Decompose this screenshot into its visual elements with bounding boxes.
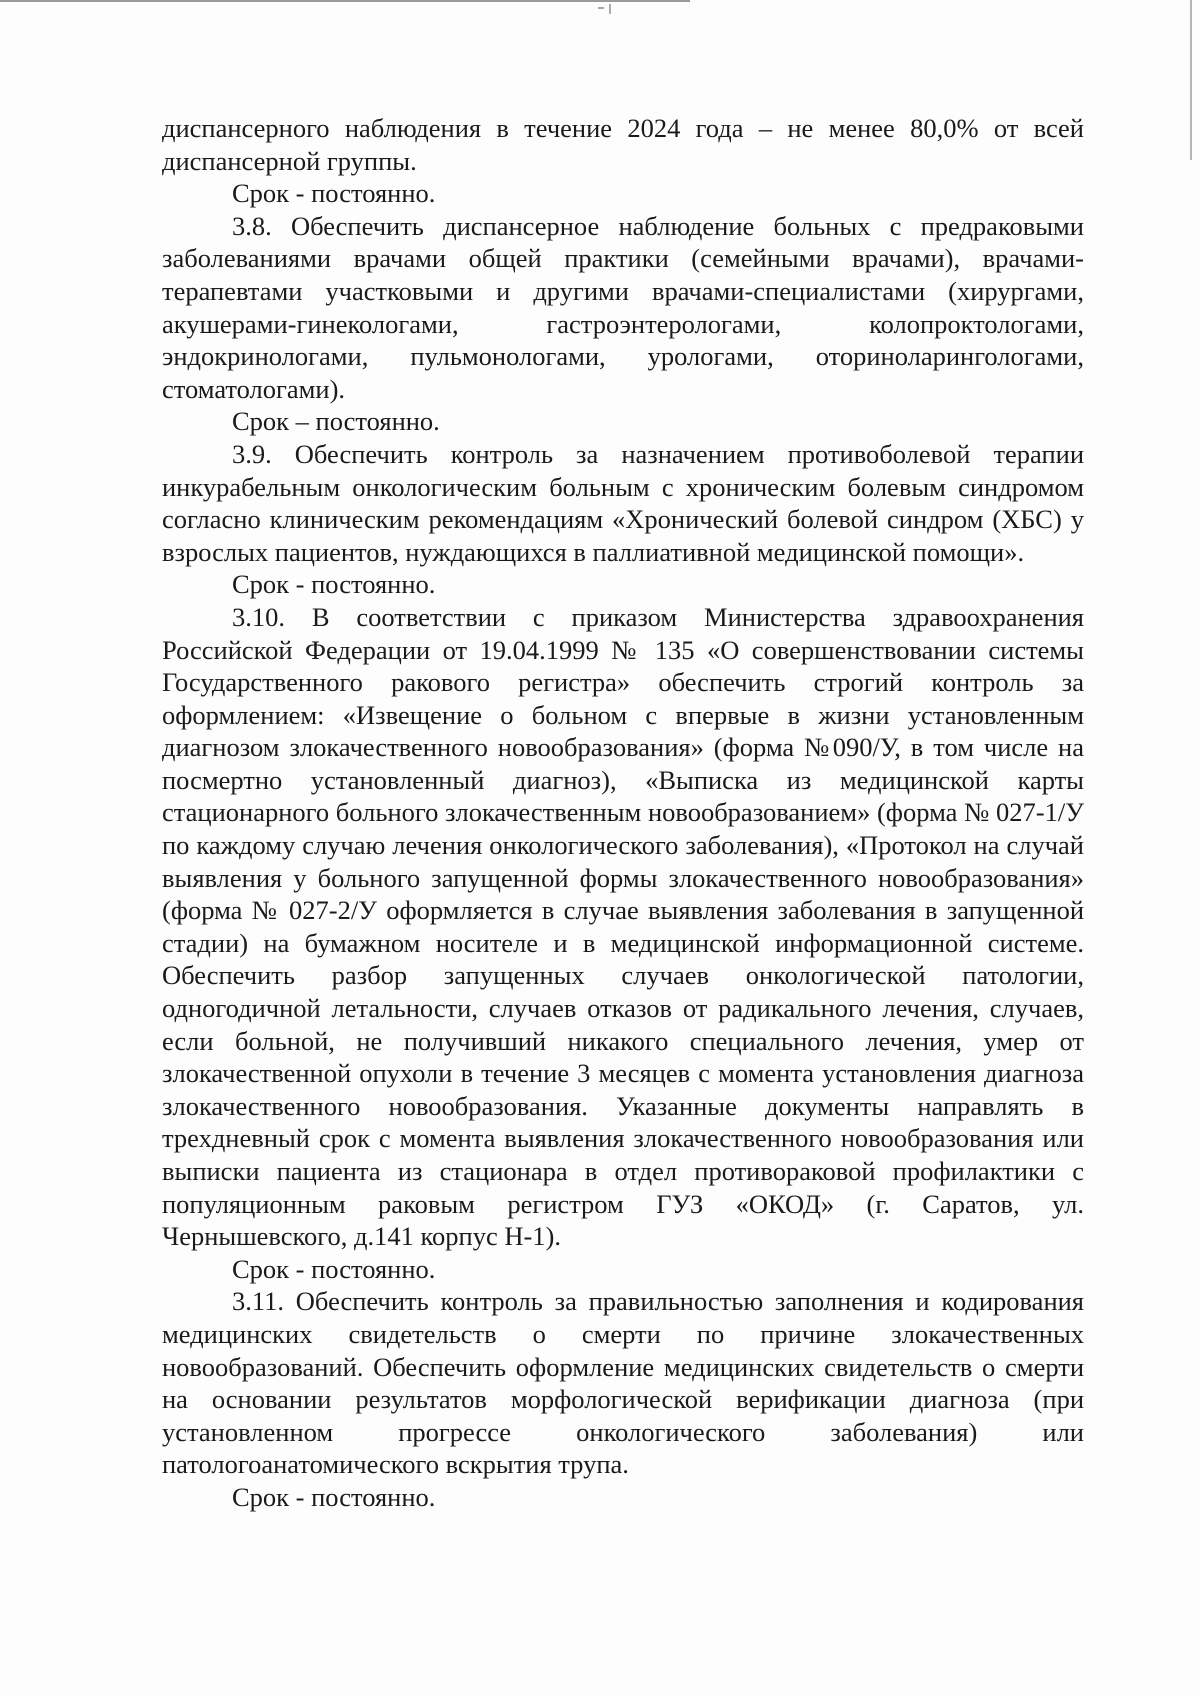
scan-mark: [596, 2, 620, 14]
deadline-text: Срок - постоянно.: [232, 1481, 436, 1512]
item-3-10: 3.10. В соответствии с приказом Министерства здравоохранения Российской Федерации от 19.04.1999 № 135 «О совершенствовании системы Государственного ракового регистра» обеспечить строгий контроль за оформлением: «Извещение о больном с впервые в жизни установленным диагнозом злокачественного новообразования» (форма №090/У, в том числе на посмертно установленный диагноз), «Выписка из медицинской карты стационарного больного злокачественным новообразованием» (форма № 027-1/У по каждому случаю лечения онкологического заболевания), «Протокол на случай выявления у больного запущенной формы злокачественного новообразования» (форма № 027-2/У оформляется в случае выявления заболевания в запущенной стадии) на бумажном носителе и в медицинской информационной системе. Обеспечить разбор запущенных случаев онкологической патологии, одногодичной летальности, случаев отказов от радикального лечения, случаев, если больной, не получивший никакого специального лечения, умер от злокачественной опухоли в течение 3 месяцев с момента установления диагноза злокачественного новообразования. Указанные документы направлять в трехдневный срок с момента выявления злокачественного новообразования или выписки пациента из стационара в отдел противораковой профилактики с популяционным раковым регистром ГУЗ «ОКОД» (г. Саратов, ул. Чернышевского, д.141 корпус Н-1).: [162, 601, 1084, 1252]
item-3-11: 3.11. Обеспечить контроль за правильностью заполнения и кодирования медицинских свидетельств о смерти по причине злокачественных новообразований. Обеспечить оформление медицинских свидетельств о смерти на основании результатов морфологической верификации диагноза (при установленном прогрессе онкологического заболевания) или патологоанатомического вскрытия трупа.: [162, 1286, 1084, 1480]
scan-edge-top: [0, 0, 690, 2]
item-3-9: 3.9. Обеспечить контроль за назначением противоболевой терапии инкурабельным онкологическим больным с хроническим болевым синдромом согласно клиническим рекомендациям «Хронический болевой синдром (ХБС) у взрослых пациентов, нуждающихся в паллиативной медицинской помощи».: [162, 438, 1084, 567]
scan-edge-right: [1190, 0, 1192, 160]
deadline-text: Срок - постоянно.: [232, 1253, 436, 1284]
deadline-text: Срок – постоянно.: [232, 406, 440, 437]
paragraph-continuation: диспансерного наблюдения в течение 2024 года – не менее 80,0% от всей диспансерной группы.: [162, 113, 1084, 176]
deadline-text: Срок - постоянно.: [232, 569, 436, 600]
deadline-text: Срок - постоянно.: [232, 178, 436, 209]
item-3-8: 3.8. Обеспечить диспансерное наблюдение больных с предраковыми заболеваниями врачами общей практики (семейными врачами), врачами-терапевтами участковыми и другими врачами-специалистами (хирургами, акушерами-гинекологами, гастроэнтерологами, колопроктологами, эндокринологами, пульмонологами, урологами, оториноларингологами, стоматологами).: [162, 210, 1084, 404]
document-body: [162, 112, 1084, 1514]
